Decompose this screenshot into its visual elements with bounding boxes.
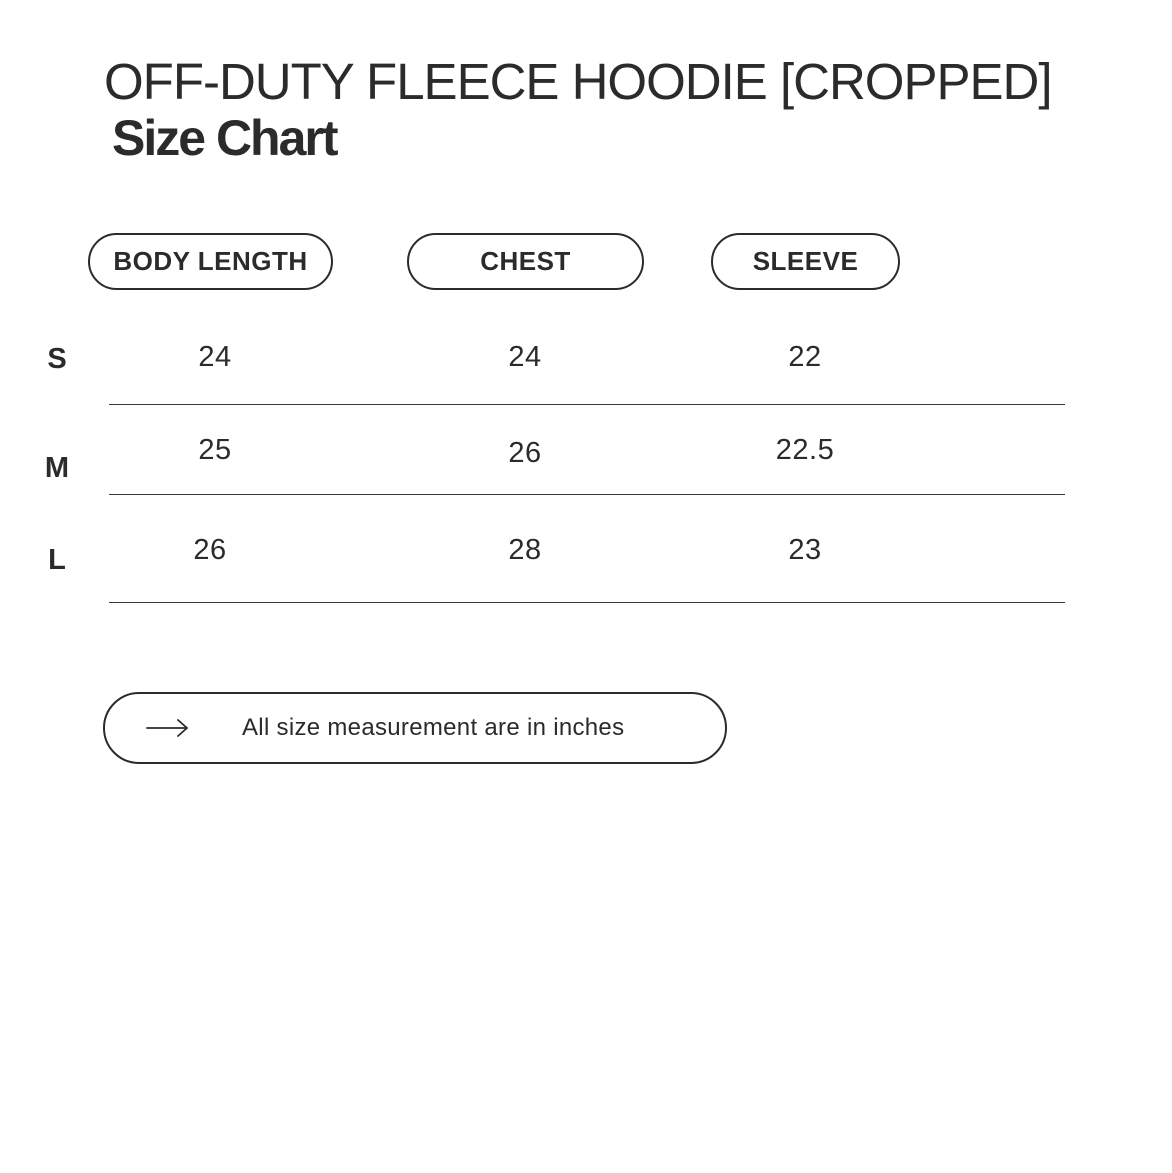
product-title: OFF-DUTY FLEECE HOODIE [CROPPED]: [104, 53, 1052, 110]
measurement-note: [103, 692, 727, 764]
table-cell-s-body-length: 24: [198, 341, 232, 373]
table-cell-l-sleeve: 23: [788, 534, 822, 566]
table-cell-s-chest: 24: [508, 341, 542, 373]
measurement-note-text: All size measurement are in inches: [242, 714, 625, 741]
row-divider: [109, 602, 1065, 603]
table-cell-m-chest: 26: [508, 437, 542, 469]
size-label-s: S: [47, 343, 67, 375]
size-label-m: M: [44, 452, 70, 484]
table-cell-l-chest: 28: [508, 534, 542, 566]
row-divider: [109, 494, 1065, 495]
table-cell-l-body-length: 26: [193, 534, 227, 566]
column-header-sleeve: SLEEVE: [711, 233, 900, 290]
table-cell-m-body-length: 25: [198, 434, 232, 466]
arrow-right-icon: [145, 716, 191, 740]
column-header-chest: CHEST: [407, 233, 644, 290]
size-chart-title: Size Chart: [112, 110, 337, 166]
table-cell-m-sleeve: 22.5: [775, 434, 835, 466]
row-divider: [109, 404, 1065, 405]
table-cell-s-sleeve: 22: [788, 341, 822, 373]
size-label-l: L: [48, 544, 66, 576]
column-header-body-length: BODY LENGTH: [88, 233, 333, 290]
